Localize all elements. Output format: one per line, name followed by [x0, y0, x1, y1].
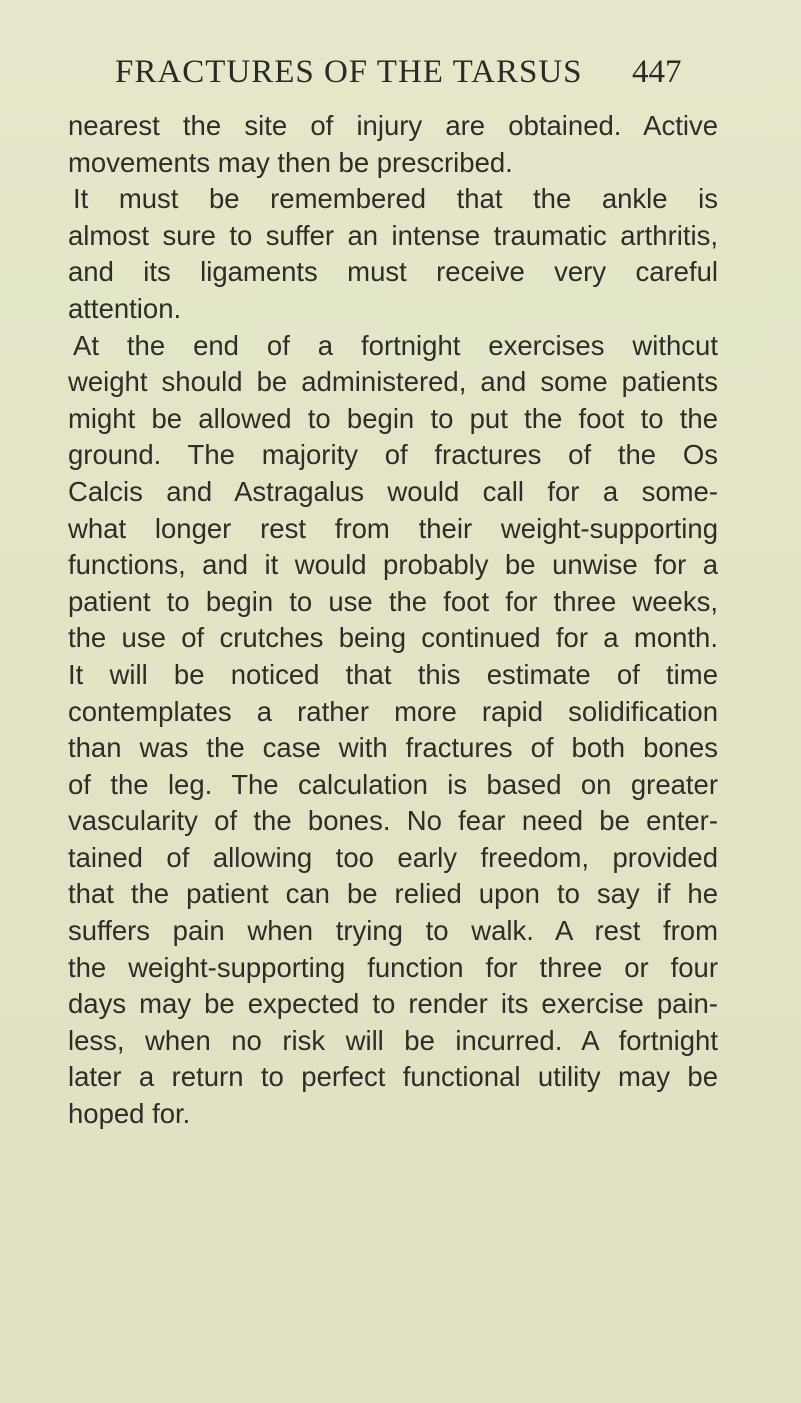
text-line: of the leg. The calculation is based on greater [68, 768, 718, 800]
text-line: later a return to perfect functional utility may be [68, 1061, 718, 1093]
text-line: attention. [68, 292, 182, 324]
text-line: Calcis and Astragalus would call for a some- [68, 475, 718, 507]
text-line: patient to begin to use the foot for three weeks, [68, 585, 718, 617]
text-line: contemplates a rather more rapid solidification [68, 695, 718, 727]
text-line: tained of allowing too early freedom, provided [68, 841, 718, 873]
text-line: functions, and it would probably be unwise for a [68, 549, 718, 581]
text-line: that the patient can be relied upon to say if he [68, 878, 718, 910]
text-line: days may be expected to render its exercise pain- [68, 988, 718, 1020]
text-line: weight should be administered, and some patients [68, 366, 718, 398]
text-line: suffers pain when trying to walk. A rest from [68, 915, 718, 947]
text-line: and its ligaments must receive very careful [68, 256, 718, 288]
text-line: less, when no risk will be incurred. A fortnight [68, 1024, 718, 1056]
running-title: FRACTURES OF THE TARSUS [115, 54, 583, 90]
text-line: movements may then be prescribed. [68, 146, 513, 178]
text-line: almost sure to suffer an intense traumatic arthritis, [68, 219, 718, 251]
text-line: the weight-supporting function for three or four [68, 951, 718, 983]
text-line: what longer rest from their weight-supporting [68, 512, 718, 544]
text-line: vascularity of the bones. No fear need be enter- [68, 805, 718, 837]
text-line: hoped for. [68, 1098, 191, 1130]
text-line: the use of crutches being continued for a month. [68, 622, 718, 654]
body-text [68, 108, 718, 1133]
running-head [0, 50, 801, 94]
text-line: It must be remembered that the ankle is [73, 183, 718, 215]
text-line: nearest the site of injury are obtained. Active [68, 110, 718, 141]
text-line: than was the case with fractures of both bones [68, 732, 718, 764]
text-line: might be allowed to begin to put the foot to the [68, 402, 718, 434]
text-line: It will be noticed that this estimate of time [68, 658, 718, 690]
text-line: At the end of a fortnight exercises withcut [73, 329, 718, 361]
page-number: 447 [632, 54, 682, 90]
text-line: ground. The majority of fractures of the Os [68, 439, 718, 471]
